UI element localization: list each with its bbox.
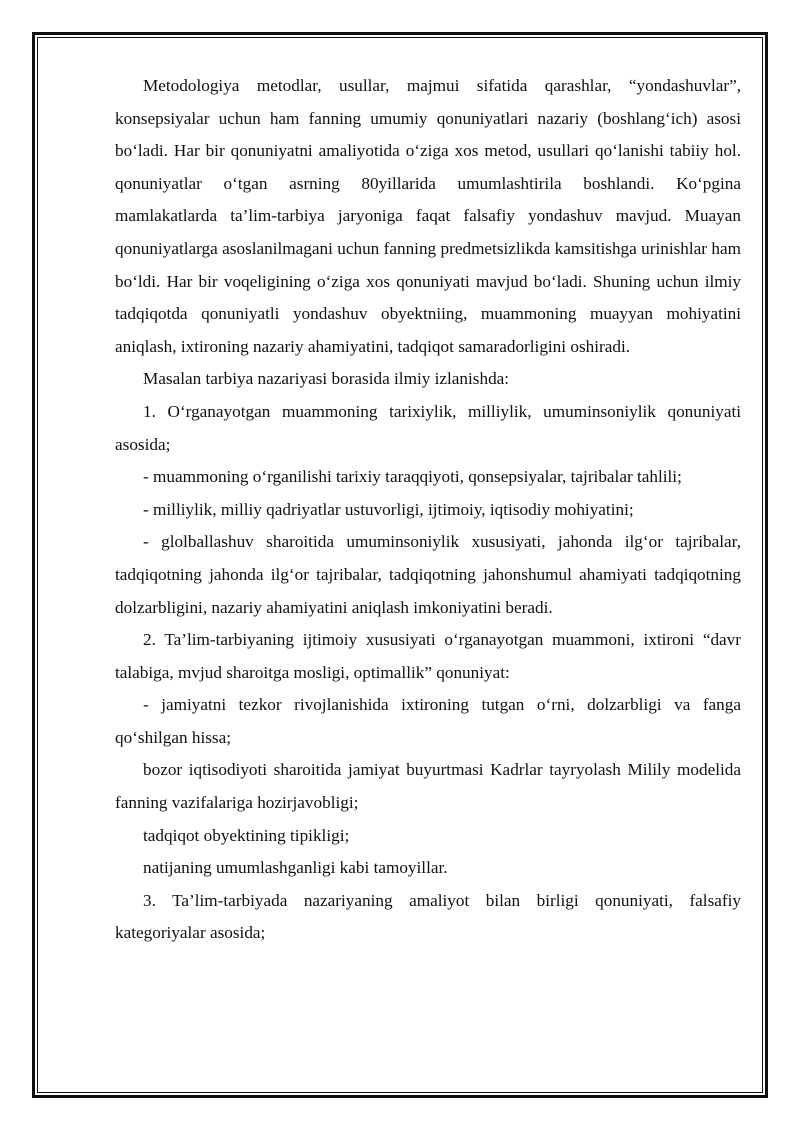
paragraph-methodology: Metodologiya metodlar, usullar, majmui sifatida qarashlar, “yondashuvlar”, konsepsiyalar uchun ham fanning umumiy qonuniyatlari nazariy (boshlang‘ich) asosi bo‘ladi. Har bir qonuniyatni amaliyotida o‘ziga xos metod, usullari qo‘lanishi tabiiy hol. qonuniyatlar o‘tgan asrning 80yillarida umumlashtirila boshlandi. Ko‘pgina mamlakatlarda ta’lim-tarbiya jaryoniga faqat falsafiy yondashuv mavjud. Muayan qonuniyatlarga asoslanilmagani uchun fanning predmetsizlikda kamsitishga urinishlar ham bo‘ldi. Har bir voqeligining o‘ziga xos qonuniyati mavjud bo‘ladi. Shuning uchun ilmiy tadqiqotda qonuniyatli yondashuv obyektniing, muammoning muayyan mohiyatini aniqlash, ixtironing nazariy ahamiyatini, tadqiqot samaradorligini oshiradi. [115,76,741,356]
paragraph-point-1: 1. O‘rganayotgan muammoning tarixiylik, milliylik, umuminsoniylik qonuniyati asosida; [115,401,741,454]
paragraph-dash-history: - muammoning o‘rganilishi tarixiy taraqqiyoti, qonsepsiyalar, tajribalar tahlili; [143,467,682,487]
paragraph-object-typicality: tadqiqot obyektining tipikligi; [143,825,350,845]
paragraph-dash-society: - jamiyatni tezkor rivojlanishida ixtironing tutgan o‘rni, dolzarbligi va fanga qo‘shilgan hissa; [115,695,741,747]
paragraph-example-intro: Masalan tarbiya nazariyasi borasida ilmiy izlanishda: [143,369,510,389]
paragraph-dash-global: - glolballashuv sharoitida umuminsoniylik xususiyati, jahonda ilg‘or tajribalar, tadqiqotning jahonda ilg‘or tajribalar, tadqiqotning jahonshumul ahamiyati tadqiqotning dolzarbligini, nazariy ahamiyatini aniqlash imkoniyatini beradi. [115,532,741,617]
paragraph-market-economy: bozor iqtisodiyoti sharoitida jamiyat buyurtmasi Kadrlar tayryolash Milily modelida fanning vazifalariga hozirjavobligi; [115,760,741,813]
document-body [115,70,741,950]
paragraph-generalization: natijaning umumlashganligi kabi tamoyillar. [143,858,448,878]
paragraph-point-3: 3. Ta’lim-tarbiyada nazariyaning amaliyot bilan birligi qonuniyati, falsafiy kategoriyalar asosida; [115,890,741,943]
paragraph-dash-national: - milliylik, milliy qadriyatlar ustuvorligi, ijtimoiy, iqtisodiy mohiyatini; [143,499,634,519]
paragraph-point-2: 2. Ta’lim-tarbiyaning ijtimoiy xususiyati o‘rganayotgan muammoni, ixtironi “davr talabiga, mvjud sharoitga mosligi, optimallik” qonuniyat: [115,630,741,682]
